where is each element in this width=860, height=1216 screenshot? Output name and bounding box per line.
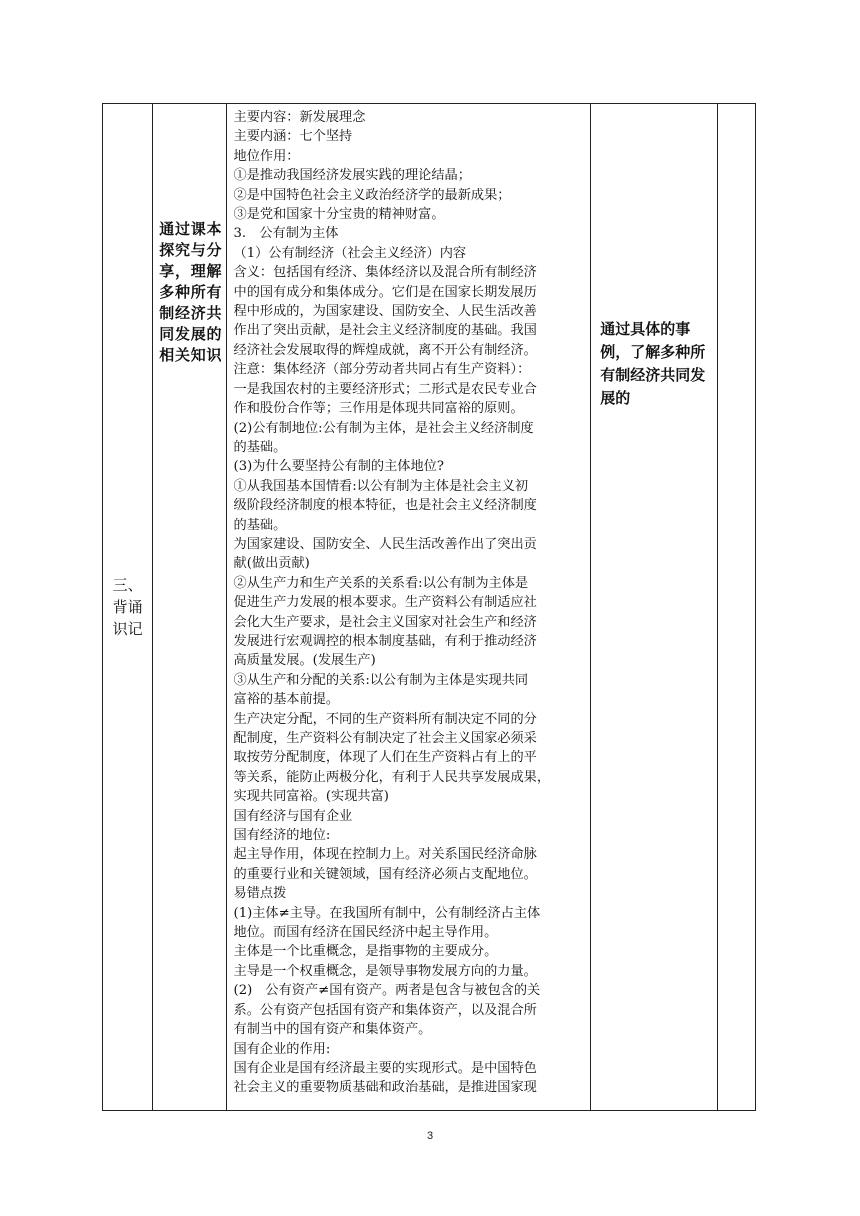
content-line: (1)主体≠主导。在我国所有制中，公有制经济占主体 xyxy=(233,905,541,921)
content-line: 生产决定分配，不同的生产资料所有制决定不同的分 xyxy=(233,711,537,727)
content-line: ①是推动我国经济发展实践的理论结晶； xyxy=(233,168,471,184)
content-line: (2) 公有资产≠国有资产。两者是包含与被包含的关 xyxy=(233,983,541,999)
content-line: 国有企业是国有经济最主要的实现形式。是中国特色 xyxy=(233,1060,537,1076)
content-line: 会化大生产要求，是社会主义国家对社会生产和经济 xyxy=(233,614,537,630)
content-line: 富裕的基本前提。 xyxy=(233,692,340,708)
page-number: 3 xyxy=(426,1130,434,1142)
content-line: 系。公有资产包括国有资产和集体资产，以及混合所 xyxy=(233,1002,537,1018)
activity-cell xyxy=(591,104,718,1111)
goal-cell xyxy=(153,104,226,1111)
content-line: 国有企业的作用: xyxy=(233,1041,331,1057)
content-line: 作出了突出贡献，是社会主义经济制度的基础。我国 xyxy=(233,323,537,339)
content-line: 程中形成的，为国家建设、国防安全、人民生活改善 xyxy=(233,304,537,320)
content-line: 献(做出贡献) xyxy=(233,556,310,572)
content-line: ③从生产和分配的关系:以公有制为主体是实现共同 xyxy=(233,672,529,688)
content-line: 易错点拨 xyxy=(233,886,287,902)
content-text xyxy=(234,108,584,1098)
content-line: 经济社会发展取得的辉煌成就，离不开公有制经济。 xyxy=(233,342,537,358)
content-line: 的重要行业和关键领域，国有经济必须占支配地位。 xyxy=(233,866,537,882)
content-line: 有制当中的国有资产和集体资产。 xyxy=(233,1022,432,1038)
section-cell xyxy=(103,104,153,1111)
content-line: 取按劳分配制度，体现了人们在生产资料占有上的平 xyxy=(233,750,537,766)
content-line: 发展进行宏观调控的根本制度基础，有利于推动经济 xyxy=(233,633,537,649)
content-line: 高质量发展。(发展生产) xyxy=(233,653,376,669)
content-line: 主导是一个权重概念，是领导事物发展方向的力量。 xyxy=(233,963,537,979)
content-line: 中的国有成分和集体成分。它们是在国家长期发展历 xyxy=(233,284,537,300)
lesson-plan-table xyxy=(102,103,756,1111)
content-line: ③是党和国家十分宝贵的精神财富。 xyxy=(233,207,445,223)
content-line: 国有经济的地位: xyxy=(233,828,331,844)
content-line: （1）公有制经济（社会主义经济）内容 xyxy=(233,245,467,261)
content-line: 级阶段经济制度的根本特征，也是社会主义经济制度 xyxy=(233,498,537,514)
content-line: 的基础。 xyxy=(233,439,287,455)
learning-goal-text: 通过课本探究与分享，理解多种所有制经济共同发展的相关知识 xyxy=(159,220,222,364)
content-line: 主要内涵：七个坚持 xyxy=(233,129,353,145)
content-cell xyxy=(226,104,591,1111)
table-row xyxy=(103,104,756,1111)
content-line: 作和股份合作等；三作用是体现共同富裕的原则。 xyxy=(233,401,524,417)
content-line: 社会主义的重要物质基础和政治基础，是推进国家现 xyxy=(233,1080,537,1096)
content-line: 注意：集体经济（部分劳动者共同占有生产资料）： xyxy=(233,362,531,378)
content-line: 起主导作用，体现在控制力上。对关系国民经济命脉 xyxy=(233,847,537,863)
content-line: 一是我国农村的主要经济形式；二形式是农民专业合 xyxy=(233,381,537,397)
section-label: 三、背诵识记 xyxy=(112,576,143,638)
notes-cell xyxy=(717,104,755,1111)
content-line: 主要内容：新发展理念 xyxy=(233,110,366,125)
content-line: ②从生产力和生产关系的关系看:以公有制为主体是 xyxy=(233,575,529,591)
content-line: 等关系，能防止两极分化，有利于人民共享发展成果， xyxy=(233,769,551,785)
content-line: 地位作用： xyxy=(233,148,300,164)
content-line: 国有经济与国有企业 xyxy=(233,808,353,824)
content-line: (2)公有制地位:公有制为主体，是社会主义经济制度 xyxy=(233,420,534,436)
content-line: 地位。而国有经济在国民经济中起主导作用。 xyxy=(233,925,498,941)
activity-text: 通过具体的事例，了解多种所有制经济共同发展的 xyxy=(600,320,706,407)
content-line: 为国家建设、国防安全、人民生活改善作出了突出贡 xyxy=(233,536,537,552)
content-line: 实现共同富裕。(实现共富) xyxy=(233,789,389,805)
content-line: 主体是一个比重概念，是指事物的主要成分。 xyxy=(233,944,498,960)
content-line: 含义：包括国有经济、集体经济以及混合所有制经济 xyxy=(233,265,537,281)
content-line: 配制度，生产资料公有制决定了社会主义国家必须采 xyxy=(233,731,537,746)
content-line: 的基础。 xyxy=(233,517,287,533)
content-line: ②是中国特色社会主义政治经济学的最新成果； xyxy=(233,187,511,203)
content-line: (3)为什么要坚持公有制的主体地位? xyxy=(233,459,444,475)
content-line: 3. 公有制为主体 xyxy=(233,226,339,242)
content-line: ①从我国基本国情看:以公有制为主体是社会主义初 xyxy=(233,478,529,494)
content-line: 促进生产力发展的根本要求。生产资料公有制适应社 xyxy=(233,595,537,611)
